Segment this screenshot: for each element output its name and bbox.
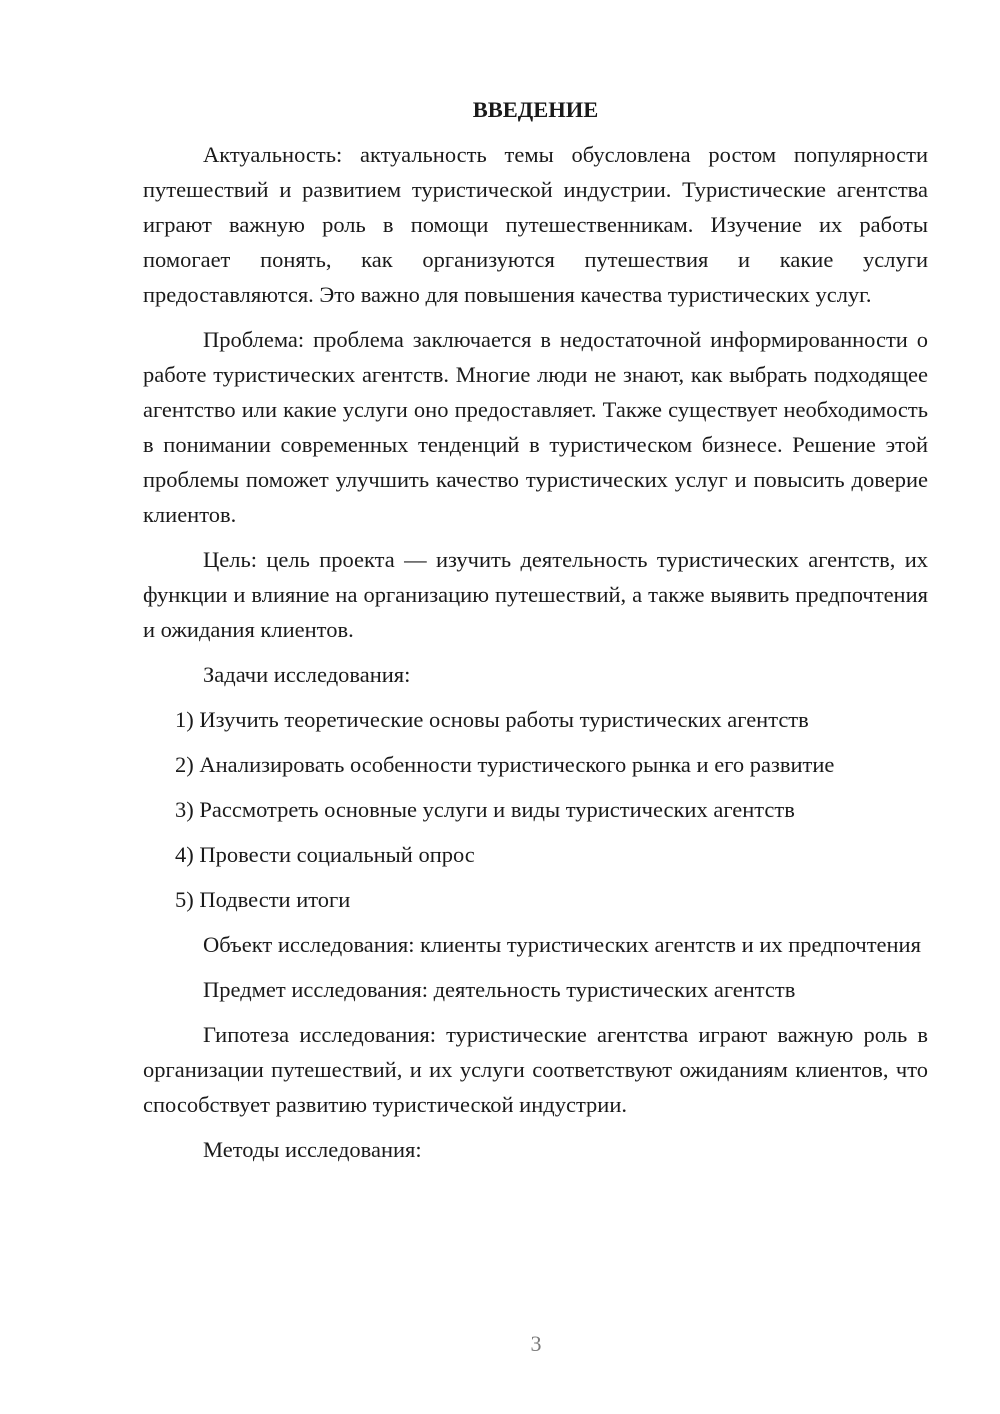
task-item-1: 1) Изучить теоретические основы работы туристических агентств	[175, 707, 809, 732]
paragraph-relevance: Актуальность: актуальность темы обусловлена ростом популярности путешествий и развитием туристической индустрии. Туристические агентства играют важную роль в помощи путешественникам. Изучение их работы помогает понять, как организуются путешествия и какие услуги предоставляются. Это важно для повышения качества туристических услуг.	[143, 142, 928, 307]
paragraph-tasks-heading: Задачи исследования:	[203, 662, 411, 687]
tasks-list	[143, 702, 928, 917]
paragraph-problem: Проблема: проблема заключается в недостаточной информированности о работе туристических агентств. Многие люди не знают, как выбрать подходящее агентство или какие услуги оно предоставляет. Также существует необходимость в понимании современных тенденций в туристическом бизнесе. Решение этой проблемы поможет улучшить качество туристических услуг и повысить доверие клиентов.	[143, 327, 928, 527]
task-item-5: 5) Подвести итоги	[175, 887, 351, 912]
paragraph-hypothesis: Гипотеза исследования: туристические агентства играют важную роль в организации путешествий, и их услуги соответствуют ожиданиям клиентов, что способствует развитию туристической индустрии.	[143, 1022, 928, 1117]
section-title: ВВЕДЕНИЕ	[472, 97, 599, 122]
paragraph-goal: Цель: цель проекта — изучить деятельность туристических агентств, их функции и влияние на организацию путешествий, а также выявить предпочтения и ожидания клиентов.	[143, 547, 928, 642]
task-item-2: 2) Анализировать особенности туристического рынка и его развитие	[175, 752, 835, 777]
task-item-3: 3) Рассмотреть основные услуги и виды туристических агентств	[175, 797, 795, 822]
page-content	[143, 92, 928, 1177]
task-item-4: 4) Провести социальный опрос	[175, 842, 475, 867]
paragraph-object: Объект исследования: клиенты туристических агентств и их предпочтения	[203, 932, 921, 957]
paragraph-subject: Предмет исследования: деятельность туристических агентств	[203, 977, 796, 1002]
page-number: 3	[530, 1331, 542, 1356]
paragraph-methods-heading: Методы исследования:	[203, 1137, 422, 1162]
